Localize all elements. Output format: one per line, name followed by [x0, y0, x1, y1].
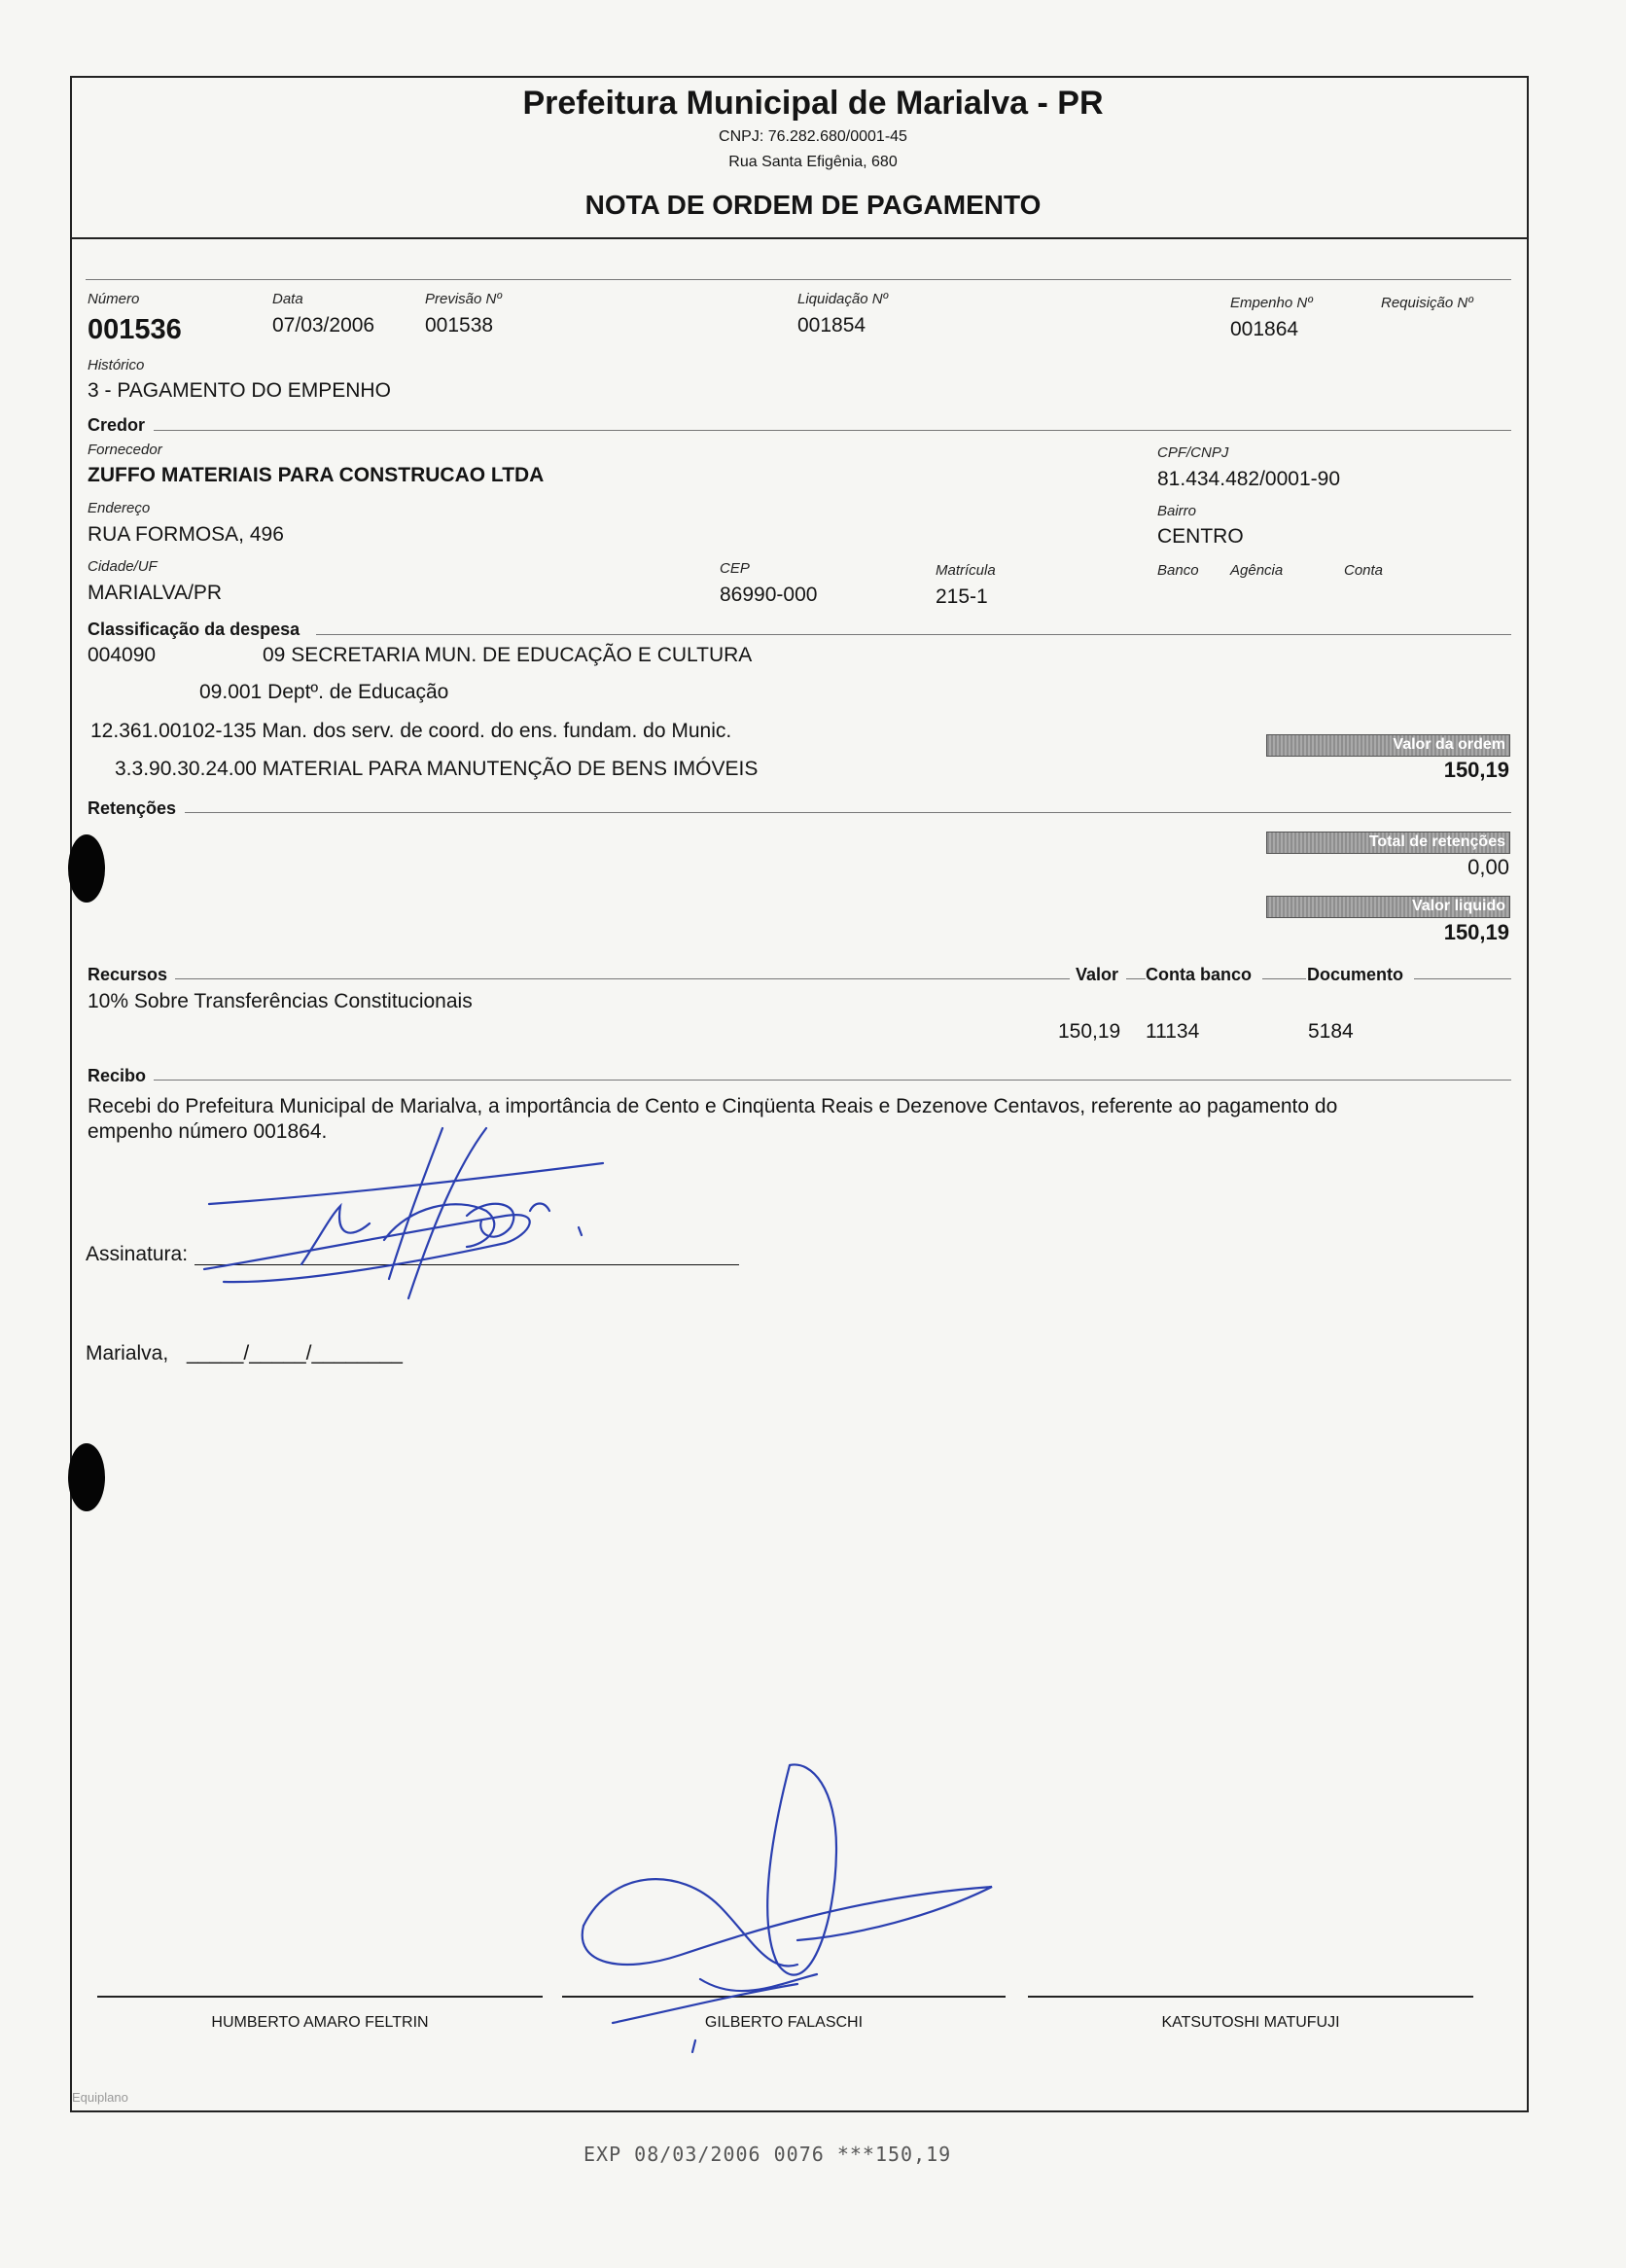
endereco-value: RUA FORMOSA, 496 — [88, 523, 284, 546]
signatory-3: KATSUTOSHI MATUFUJI — [1161, 2014, 1340, 2031]
valor-liquido-label: Valor liquido — [1411, 898, 1505, 914]
empenho-value: 001864 — [1230, 318, 1299, 340]
valor-ordem-label: Valor da ordem — [1393, 736, 1505, 753]
cpf-value: 81.434.482/0001-90 — [1157, 468, 1341, 490]
historico-value: 3 - PAGAMENTO DO EMPENHO — [88, 379, 391, 402]
elemento-despesa: 3.3.90.30.24.00 MATERIAL PARA MANUTENÇÃO DE BENS IMÓVEIS — [115, 758, 759, 780]
document-title: NOTA DE ORDEM DE PAGAMENTO — [584, 190, 1042, 220]
assinatura-label: Assinatura: — [86, 1243, 189, 1265]
data-value: 07/03/2006 — [272, 314, 375, 337]
receipt-signature — [204, 1128, 603, 1298]
recursos-section: Recursos — [88, 965, 168, 984]
agencia-label: Agência — [1230, 562, 1284, 579]
empenho-label: Empenho Nº — [1230, 295, 1313, 311]
liquidacao-label: Liquidação Nº — [797, 291, 889, 307]
endereco-label: Endereço — [88, 500, 151, 516]
conta-label: Conta — [1344, 562, 1384, 579]
historico-label: Histórico — [88, 357, 145, 373]
machine-stamp: EXP 08/03/2006 0076 ***150,19 — [583, 2143, 952, 2166]
classificacao-section: Classificação da despesa — [88, 620, 300, 639]
numero-value: 001536 — [88, 314, 182, 345]
programa: 12.361.00102-135 Man. dos serv. de coord. do ens. fundam. do Munic. — [90, 720, 732, 742]
cidade-label: Cidade/UF — [88, 558, 158, 575]
municipality-cnpj: CNPJ: 76.282.680/0001-45 — [719, 128, 907, 145]
recursos-valor-label: Valor — [1076, 965, 1119, 984]
recursos-conta-label: Conta banco — [1146, 965, 1253, 984]
matricula-value: 215-1 — [936, 585, 988, 608]
valor-liquido-value: 150,19 — [1443, 920, 1509, 944]
secretaria: 09 SECRETARIA MUN. DE EDUCAÇÃO E CULTURA — [263, 644, 753, 666]
requisicao-label: Requisição Nº — [1381, 295, 1473, 311]
matricula-label: Matrícula — [936, 562, 996, 579]
previsao-label: Previsão Nº — [425, 291, 502, 307]
signatory-2: GILBERTO FALASCHI — [704, 2014, 864, 2031]
recibo-text-line2: empenho número 001864. — [88, 1120, 328, 1143]
previsao-value: 001538 — [425, 314, 494, 337]
fornecedor-value: ZUFFO MATERIAIS PARA CONSTRUCAO LTDA — [88, 464, 545, 486]
cep-label: CEP — [720, 560, 750, 577]
total-retencoes-value: 0,00 — [1467, 855, 1509, 879]
retencoes-section: Retenções — [88, 798, 177, 818]
recursos-documento: 5184 — [1308, 1020, 1354, 1043]
fornecedor-label: Fornecedor — [88, 442, 162, 458]
credor-section: Credor — [88, 415, 146, 435]
municipality-address: Rua Santa Efigênia, 680 — [728, 154, 898, 170]
recursos-documento-label: Documento — [1307, 965, 1403, 984]
mayor-signature — [583, 1764, 992, 2052]
cidade-value: MARIALVA/PR — [88, 582, 223, 604]
recibo-section: Recibo — [88, 1066, 147, 1085]
total-retencoes-label: Total de retenções — [1368, 833, 1505, 850]
liquidacao-value: 001854 — [797, 314, 866, 337]
valor-ordem-value: 150,19 — [1443, 758, 1509, 782]
local-label: Marialva, — [86, 1342, 169, 1364]
bairro-label: Bairro — [1157, 503, 1197, 519]
classificacao-code: 004090 — [88, 644, 157, 666]
numero-label: Número — [88, 291, 140, 307]
bairro-value: CENTRO — [1157, 525, 1244, 548]
cpf-label: CPF/CNPJ — [1157, 444, 1229, 461]
recursos-descricao: 10% Sobre Transferências Constitucionais — [88, 990, 473, 1012]
date-blank: _____/_____/________ — [187, 1342, 403, 1364]
software-footer: Equiplano — [72, 2090, 128, 2105]
municipality-title: Prefeitura Municipal de Marialva - PR — [522, 85, 1104, 122]
signatory-1: HUMBERTO AMARO FELTRIN — [211, 2014, 429, 2031]
departamento: 09.001 Deptº. de Educação — [199, 681, 449, 703]
banco-label: Banco — [1157, 562, 1199, 579]
recursos-valor: 150,19 — [1058, 1020, 1121, 1043]
cep-value: 86990-000 — [720, 584, 818, 606]
data-label: Data — [272, 291, 303, 307]
recibo-text-line1: Recebi do Prefeitura Municipal de Marialva, a importância de Cento e Cinqüenta Reais e Dezenove Centavos, referente ao pagamento do — [88, 1095, 1338, 1117]
recursos-conta: 11134 — [1146, 1020, 1200, 1043]
